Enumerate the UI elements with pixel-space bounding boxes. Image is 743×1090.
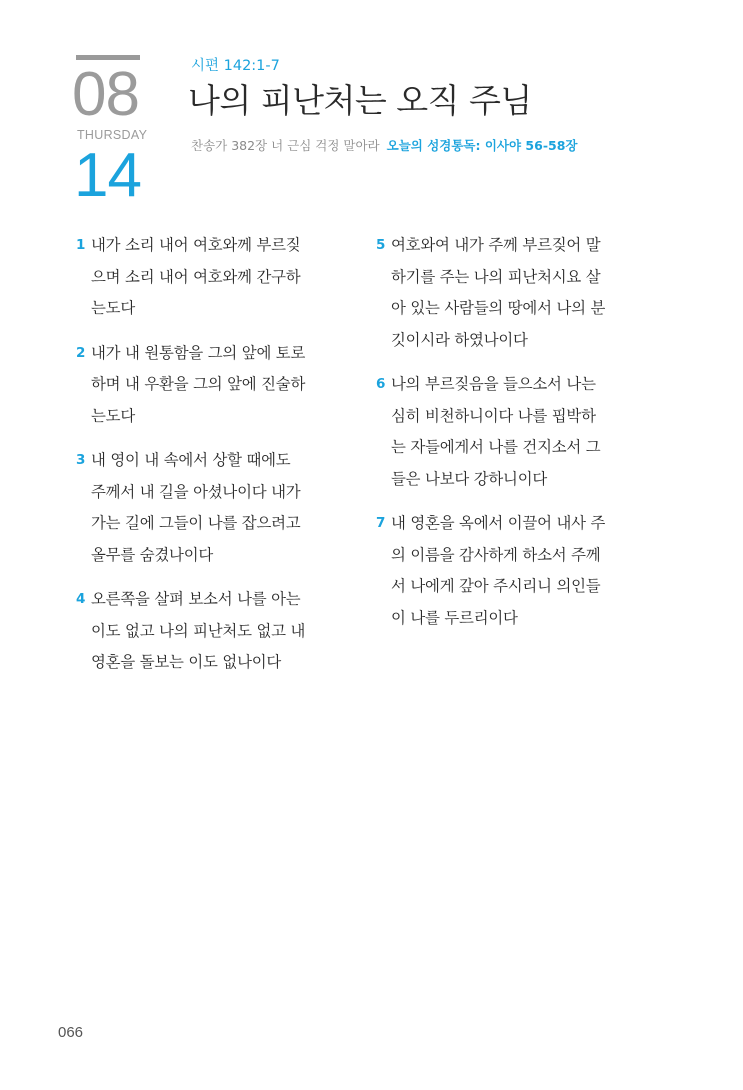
verse-line: 오른쪽을 살펴 보소서 나를 아는 (91, 590, 301, 608)
verse-line: 깃이시라 하였나이다 (391, 330, 528, 349)
reading-plan: 오늘의 성경통독: 이사야 56-58장 (386, 138, 578, 153)
verse-line: 올무를 숨겼나이다 (91, 545, 214, 564)
verse-number: 5 (376, 237, 386, 253)
verse-line: 심히 비천하니이다 나를 핍박하 (391, 406, 596, 425)
verse-number: 3 (76, 452, 86, 468)
date-weekday: THURSDAY (77, 128, 148, 142)
verse (76, 584, 366, 679)
verse (376, 508, 666, 634)
date-day: 14 (74, 141, 141, 210)
scripture-reference: 시편 142:1-7 (191, 58, 280, 74)
verse-number: 2 (76, 344, 86, 361)
hymn-text: 찬송가 382장 너 근심 걱정 말아라 (191, 138, 380, 153)
verse (76, 338, 366, 433)
verse-line: 이도 없고 나의 피난처도 없고 내 (91, 621, 306, 640)
verse-line: 이 나를 두르리이다 (391, 608, 518, 627)
verse-number: 7 (376, 515, 386, 531)
verse-line: 하며 내 우환을 그의 앞에 진술하 (91, 375, 306, 393)
verse-line: 영혼을 돌보는 이도 없나이다 (91, 653, 282, 671)
date-month: 08 (72, 60, 139, 129)
verse-line: 는도다 (91, 299, 136, 317)
verse-line: 의 이름을 감사하게 하소서 주께 (391, 545, 601, 564)
verse (76, 445, 366, 571)
verse-line: 주께서 내 길을 아셨나이다 내가 (91, 482, 301, 501)
verse-line: 하기를 주는 나의 피난처시요 살 (391, 267, 601, 286)
verse-line: 는 자들에게서 나를 건지소서 그 (391, 438, 601, 456)
verse-number: 4 (76, 591, 86, 607)
verse-line: 가는 길에 그들이 나를 잡으려고 (91, 514, 301, 532)
verse-line: 아 있는 사람들의 땅에서 나의 분 (391, 299, 606, 317)
verse-line: 는도다 (91, 406, 136, 425)
verse-line: 내 영이 내 속에서 상할 때에도 (91, 451, 291, 469)
verse-line: 여호와여 내가 주께 부르짖어 말 (391, 236, 601, 254)
verse-line: 내가 내 원통함을 그의 앞에 토로 (91, 343, 306, 362)
subtitle-line (191, 136, 577, 154)
verse-line: 으며 소리 내어 여호와께 간구하 (91, 267, 301, 286)
verses-right-column (376, 230, 666, 647)
page-title: 나의 피난처는 오직 주님 (188, 81, 532, 120)
verse (376, 230, 666, 356)
verse-line: 내 영혼을 옥에서 이끌어 내사 주 (391, 514, 606, 532)
verse-number: 6 (376, 376, 386, 392)
verse-line: 나의 부르짖음을 들으소서 나는 (391, 375, 596, 393)
verse-line: 서 나에게 갚아 주시리니 의인들 (391, 577, 601, 595)
verse (76, 230, 366, 325)
verse-line: 내가 소리 내어 여호와께 부르짖 (91, 236, 301, 254)
verse-line: 들은 나보다 강하니이다 (391, 469, 548, 488)
page-number: 066 (58, 1024, 84, 1041)
verse (376, 369, 666, 495)
verses-left-column (76, 230, 366, 692)
verse-number: 1 (76, 237, 86, 253)
